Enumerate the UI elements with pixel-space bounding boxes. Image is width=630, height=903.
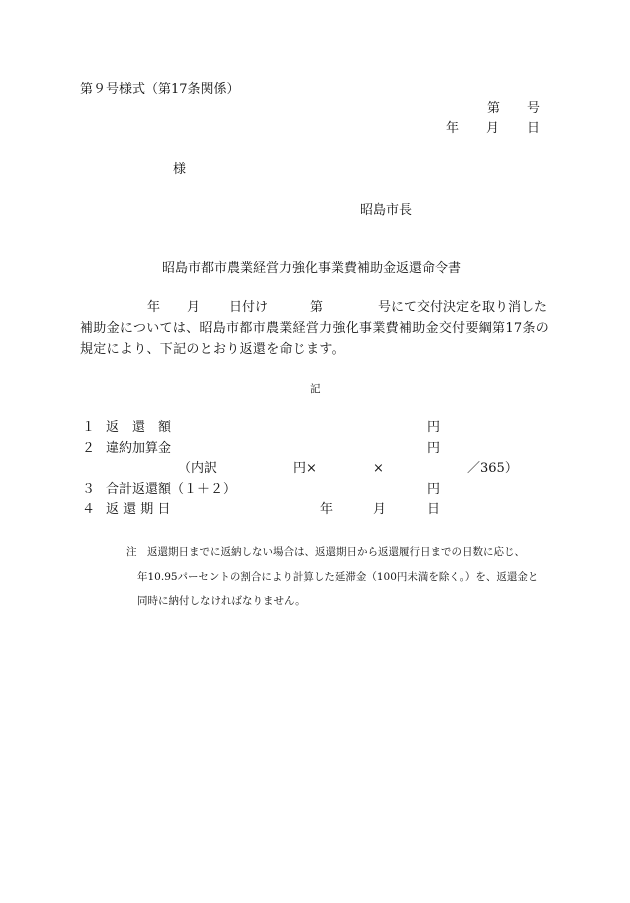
document-title: 昭島市都市農業経営力強化事業費補助金返還命令書 bbox=[162, 261, 462, 276]
breakdown-times: × bbox=[373, 461, 384, 476]
item-2-number: ２ bbox=[82, 441, 96, 456]
date-year-label: 年 bbox=[446, 121, 460, 136]
doc-number-prefix: 第 bbox=[487, 101, 501, 116]
breakdown-per365: ／365） bbox=[467, 461, 518, 476]
issuer-name: 昭島市長 bbox=[360, 203, 413, 218]
item-2-label: 違約加算金 bbox=[106, 441, 172, 456]
item-4-month: 月 bbox=[373, 502, 387, 517]
item-3-number: ３ bbox=[82, 482, 96, 497]
body-line-3: 規定により、下記のとおり返還を命じます。 bbox=[80, 342, 345, 357]
form-label: 第９号様式（第17条関係） bbox=[80, 82, 240, 97]
date-month-label: 月 bbox=[486, 121, 500, 136]
item-1-number: １ bbox=[82, 420, 96, 435]
body-month-label: 月 bbox=[187, 300, 201, 315]
body-line1-rest: 号にて交付決定を取り消した bbox=[378, 300, 548, 315]
item-2-unit: 円 bbox=[427, 441, 441, 456]
addressee-suffix: 様 bbox=[173, 162, 187, 177]
note-line-3: 同時に納付しなければなりません。 bbox=[137, 595, 306, 607]
note-line-1: 注 返還期日までに返納しない場合は、返還期日から返還履行日までの日数に応じ、 bbox=[126, 546, 525, 558]
body-number-prefix: 第 bbox=[310, 300, 324, 315]
item-3-unit: 円 bbox=[427, 482, 441, 497]
item-4-number: ４ bbox=[82, 502, 96, 517]
body-year-label: 年 bbox=[147, 300, 161, 315]
item-3-label: 合計返還額（１＋２） bbox=[106, 482, 237, 497]
breakdown-open: （内訳 bbox=[178, 461, 218, 476]
ki-heading: 記 bbox=[310, 383, 321, 395]
body-dated-label: 日付け bbox=[229, 300, 269, 315]
item-4-year: 年 bbox=[320, 502, 334, 517]
item-4-label: 返 還 期 日 bbox=[106, 502, 171, 517]
item-1-unit: 円 bbox=[427, 420, 441, 435]
date-day-label: 日 bbox=[527, 121, 541, 136]
item-1-label: 返 還 額 bbox=[106, 420, 172, 435]
body-line-2: 補助金については、昭島市都市農業経営力強化事業費補助金交付要綱第17条の bbox=[80, 321, 550, 336]
note-line-2: 年10.95パーセントの割合により計算した延滞金（100円未満を除く。）を、返還金と bbox=[137, 571, 539, 583]
doc-number-suffix: 号 bbox=[527, 101, 541, 116]
item-4-day: 日 bbox=[427, 502, 441, 517]
breakdown-yen-times: 円× bbox=[293, 461, 317, 476]
